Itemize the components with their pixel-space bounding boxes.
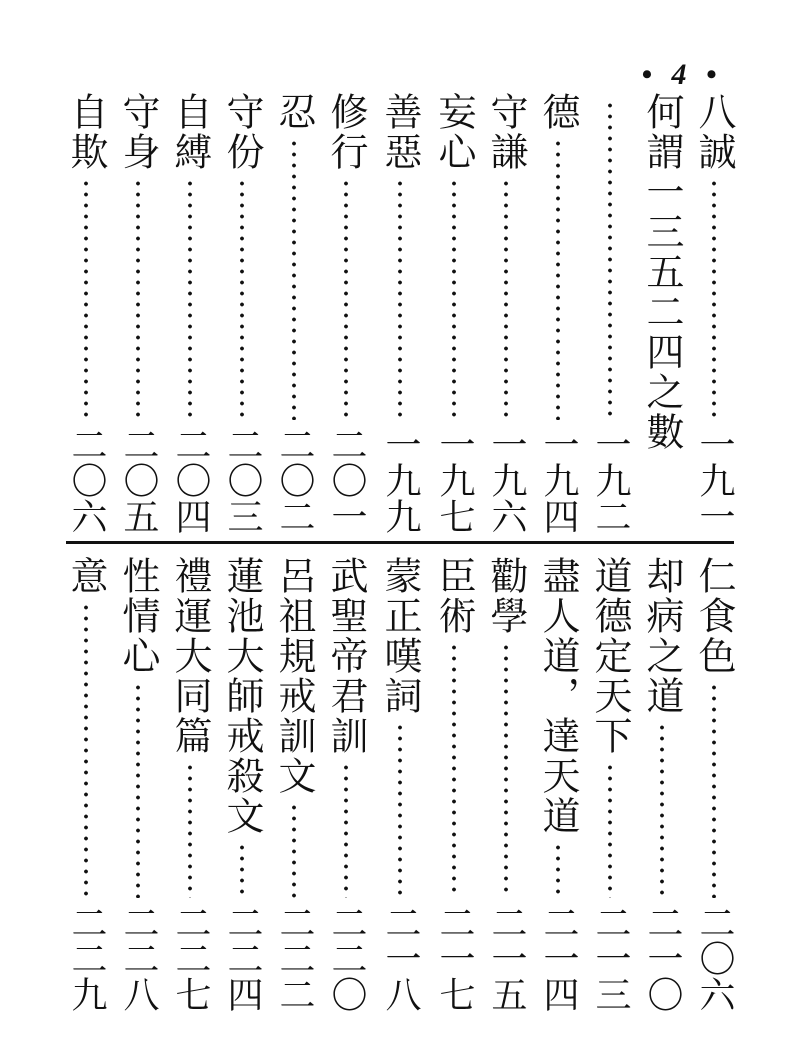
toc-entry [114,556,162,1012]
toc-entry [114,92,162,534]
toc-entry [166,556,214,1012]
entry-page: 二〇三 [222,426,263,534]
dot-leader [397,178,403,420]
entry-title: 意 [64,556,108,596]
toc-entry [690,92,738,534]
toc-entry [62,556,110,1012]
entry-title: 守份 [220,92,264,172]
section-divider [66,541,734,544]
entry-title: 臣術 [432,556,476,636]
toc-entry [62,92,110,534]
entry-page: 一九四 [538,426,579,534]
entry-title: 八誠 [692,92,736,172]
dot-leader [291,802,297,898]
toc-entry [638,92,686,534]
entry-title: 自欺 [64,92,108,172]
entry-title: 善惡 [378,92,422,172]
entry-page: 二二八 [118,904,159,1012]
entry-page: 一九七 [434,426,475,534]
entry-page: 一九一 [694,426,735,534]
entry-title: 却病之道 [640,556,684,716]
toc-entry [586,556,634,1012]
dot-leader [555,842,561,898]
entry-title: 修行 [324,92,368,172]
entry-title: 性情心 [116,556,160,676]
entry-title: 仁食色 [692,556,736,676]
toc-entry [270,556,318,1012]
entry-page: 二〇一 [326,426,367,534]
toc-entry [376,556,424,1012]
entry-title: 勸學 [484,556,528,636]
entry-title: 道德定天下 [588,556,632,756]
dot-leader [555,138,561,420]
dot-leader [659,722,665,898]
page-number: • 4 • [641,58,723,91]
entry-page: 一九九 [380,426,421,534]
toc-entry [534,556,582,1012]
dot-leader [343,178,349,420]
entry-page: 二二九 [66,904,107,1012]
dot-leader [83,178,89,420]
dot-leader [239,842,245,898]
dot-leader [503,178,509,420]
entry-title: 妄心 [432,92,476,172]
entry-page: 一九二 [590,426,631,534]
entry-page: 二二七 [170,904,211,1012]
dot-leader [135,682,141,898]
entry-title: 德 [536,92,580,132]
dot-leader [503,642,509,898]
entry-page: 二一八 [380,904,421,1012]
entry-title: 守身 [116,92,160,172]
toc-entry [586,92,634,534]
toc-entry [690,556,738,1012]
toc-entry [218,556,266,1012]
entry-page: 二一〇 [642,904,683,1012]
entry-title: 守謙 [484,92,528,172]
dot-leader [451,178,457,420]
entry-title: 蓮池大師戒殺文 [220,556,264,836]
entry-page: 二一五 [486,904,527,1012]
toc-entry [430,92,478,534]
dot-leader [711,682,717,898]
toc-entry [534,92,582,534]
entry-title: 蒙正嘆詞 [378,556,422,716]
entry-page: 二〇六 [694,904,735,1012]
toc-entry [376,92,424,534]
entry-page: 二〇六 [66,426,107,534]
toc-entry [482,556,530,1012]
toc-entry [270,92,318,534]
entry-page: 二二二 [274,904,315,1012]
entry-page: 二二〇 [326,904,367,1012]
entry-page: 二〇二 [274,426,315,534]
dot-leader [187,762,193,898]
dot-leader [83,602,89,898]
toc-top-block [0,92,800,534]
entry-page: 二一七 [434,904,475,1012]
entry-page: 二〇四 [170,426,211,534]
dot-leader [343,762,349,898]
entry-page: 二〇五 [118,426,159,534]
dot-leader [607,762,613,898]
entry-title: 武聖帝君訓 [324,556,368,756]
toc-entry [218,92,266,534]
entry-title: 盡人道，達天道 [536,556,580,836]
dot-leader [291,138,297,420]
toc-entry [166,92,214,534]
entry-page: 二一三 [590,904,631,1012]
dot-leader [397,722,403,898]
dot-leader [711,178,717,420]
dot-leader [607,100,613,420]
entry-title: 自縛 [168,92,212,172]
entry-title: 禮運大同篇 [168,556,212,756]
dot-leader [451,642,457,898]
toc-bottom-block [0,556,800,1012]
dot-leader [239,178,245,420]
entry-page: 二二四 [222,904,263,1012]
entry-page: 一九六 [486,426,527,534]
entry-page: 二一四 [538,904,579,1012]
entry-title: 何謂一三五二四之數 [640,92,684,452]
toc-entry [322,92,370,534]
toc-entry [430,556,478,1012]
entry-title: 忍 [272,92,316,132]
entry-title: 呂祖規戒訓文 [272,556,316,796]
dot-leader [187,178,193,420]
dot-leader [135,178,141,420]
toc-entry [482,92,530,534]
toc-entry [638,556,686,1012]
toc-entry [322,556,370,1012]
